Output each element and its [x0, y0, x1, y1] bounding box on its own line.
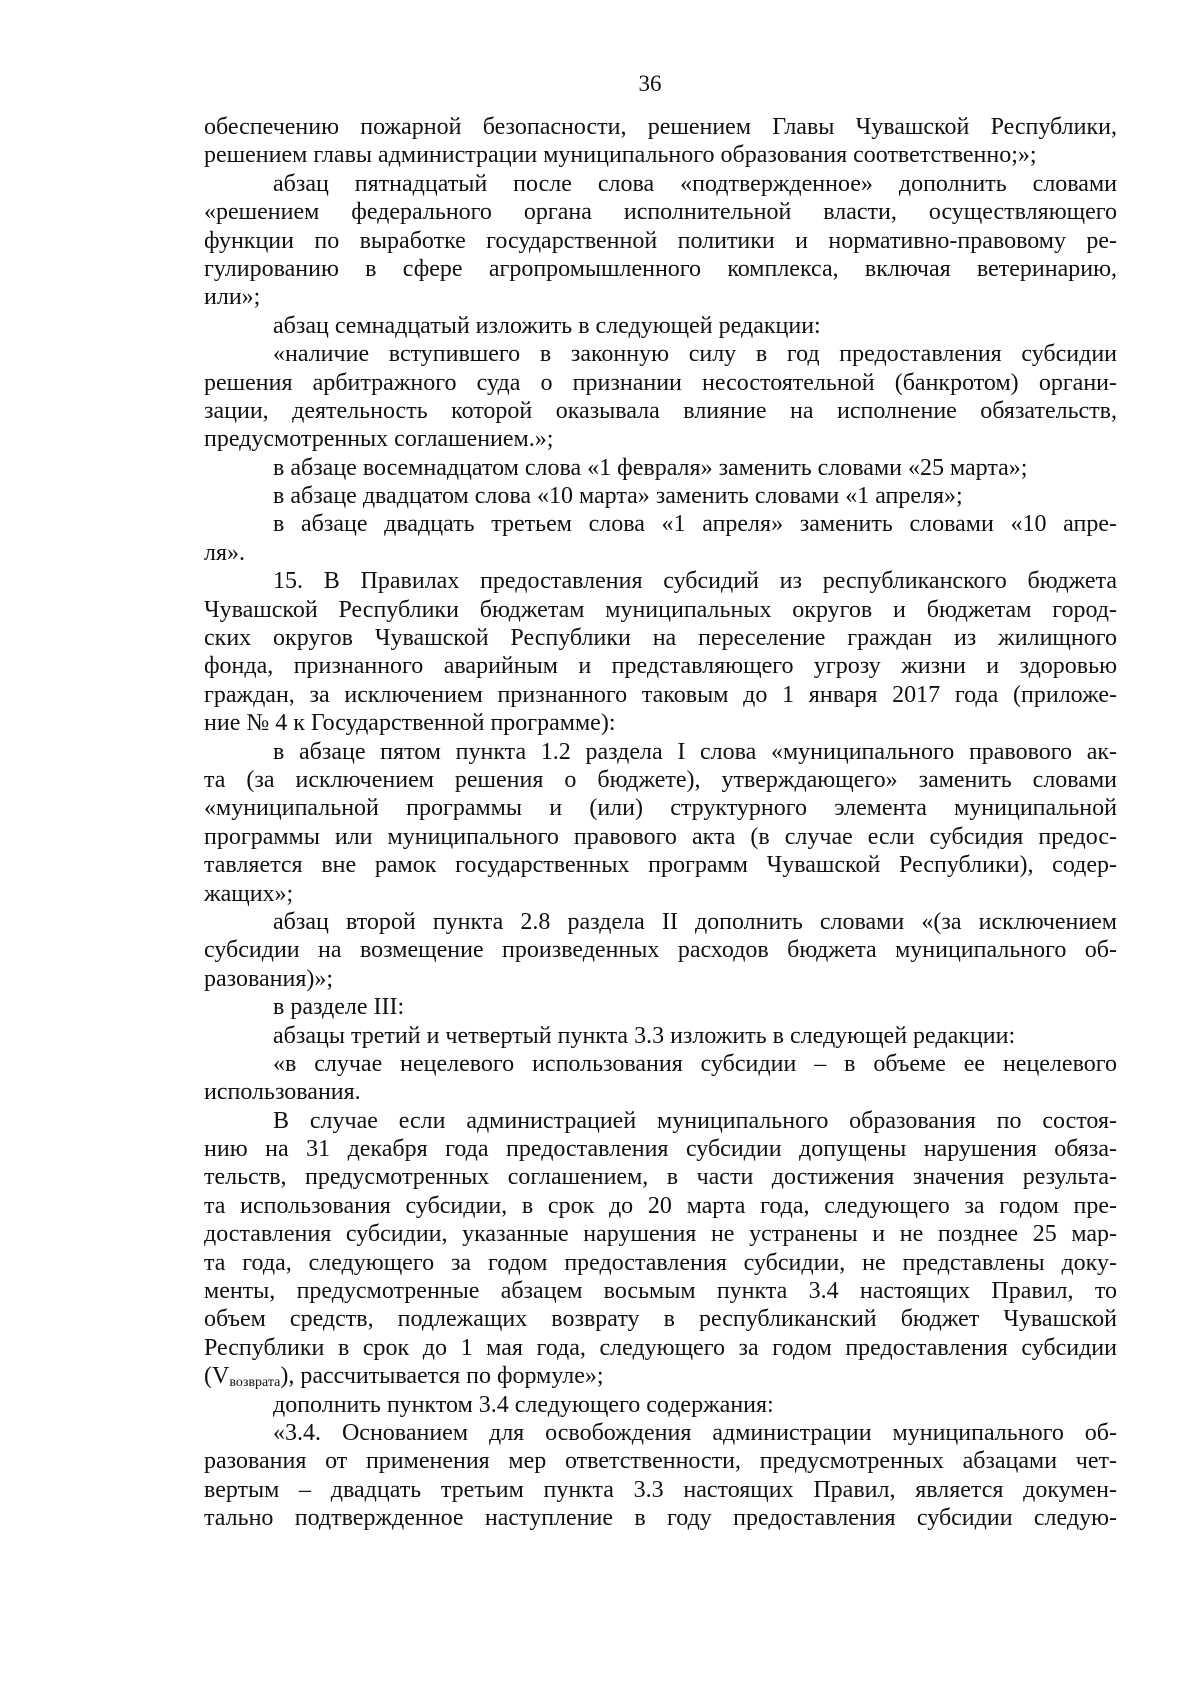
- text-line: ля».: [204, 539, 246, 566]
- text-line: абзац пятнадцатый после слова «подтвержденное» дополнить словами: [273, 170, 1117, 197]
- text-line: решением главы администрации муниципального образования соответственно;»;: [204, 142, 1037, 169]
- text-line: объем средств, подлежащих возврату в республиканский бюджет Чувашской: [204, 1306, 1117, 1333]
- text-line: тавляется вне рамок государственных программ Чувашской Республики), содер-: [204, 852, 1117, 879]
- text-line: использования.: [204, 1079, 361, 1106]
- text-line: та года, следующего за годом предоставления субсидии, не представлены доку-: [204, 1249, 1117, 1276]
- text-line-start: (V: [204, 1363, 230, 1390]
- page-number: 36: [638, 71, 662, 96]
- text-line: В случае если администрацией муниципального образования по состоя-: [273, 1107, 1117, 1134]
- text-line: фонда, признанного аварийным и представляющего угрозу жизни и здоровью: [204, 653, 1117, 680]
- text-line: программы или муниципального правового акта (в случае если субсидия предос-: [204, 823, 1117, 850]
- text-line: в абзаце пятом пункта 1.2 раздела I слова «муниципального правового ак-: [273, 738, 1117, 765]
- text-line: «наличие вступившего в законную силу в год предоставления субсидии: [273, 341, 1117, 368]
- text-line: 15. В Правилах предоставления субсидий из республиканского бюджета: [273, 568, 1117, 595]
- text-line: функции по выработке государственной политики и нормативно-правовому ре-: [204, 227, 1117, 254]
- text-line: гулированию в сфере агропромышленного комплекса, включая ветеринарию,: [204, 255, 1117, 282]
- text-line: нию на 31 декабря года предоставления субсидии допущены нарушения обяза-: [204, 1136, 1117, 1163]
- text-line: вертым – двадцать третьим пункта 3.3 настоящих Правил, является докумен-: [204, 1476, 1117, 1503]
- text-line: предусмотренных соглашением.»;: [204, 426, 554, 453]
- text-line: в абзаце восемнадцатом слова «1 февраля» заменить словами «25 марта»;: [273, 454, 1028, 481]
- text-line: та использования субсидии, в срок до 20 марта года, следующего за годом пре-: [204, 1192, 1117, 1219]
- text-line: разования)»;: [204, 965, 334, 992]
- text-line: [204, 1362, 1117, 1390]
- text-line: в абзаце двадцать третьем слова «1 апреля» заменить словами «10 апре-: [273, 511, 1117, 538]
- text-line: тально подтвержденное наступление в году предоставления субсидии следую-: [204, 1505, 1117, 1532]
- text-line: субсидии на возмещение произведенных расходов бюджета муниципального об-: [204, 937, 1117, 964]
- text-line: решения арбитражного суда о признании несостоятельной (банкротом) органи-: [204, 369, 1117, 396]
- text-line: граждан, за исключением признанного таковым до 1 января 2017 года (приложе-: [204, 681, 1117, 708]
- text-line: в абзаце двадцатом слова «10 марта» заменить словами «1 апреля»;: [273, 483, 963, 510]
- text-line: или»;: [204, 284, 261, 311]
- text-line: дополнить пунктом 3.4 следующего содержания:: [273, 1391, 774, 1418]
- text-line: Чувашской Республики бюджетам муниципальных округов и бюджетам город-: [204, 596, 1117, 623]
- text-line: «решением федерального органа исполнительной власти, осуществляющего: [204, 199, 1117, 226]
- text-line: Республики в срок до 1 мая года, следующего за годом предоставления субсидии: [204, 1334, 1117, 1361]
- text-line: «3.4. Основанием для освобождения администрации муниципального об-: [273, 1419, 1117, 1446]
- text-line: ских округов Чувашской Республики на переселение граждан из жилищного: [204, 625, 1117, 652]
- text-line: «муниципальной программы и (или) структурного элемента муниципальной: [204, 795, 1117, 822]
- text-line: абзац второй пункта 2.8 раздела II дополнить словами «(за исключением: [273, 908, 1117, 935]
- text-line: зации, деятельность которой оказывала влияние на исполнение обязательств,: [204, 397, 1117, 424]
- text-line: та (за исключением решения о бюджете), утверждающего» заменить словами: [204, 766, 1117, 793]
- text-line: абзацы третий и четвертый пункта 3.3 изложить в следующей редакции:: [273, 1022, 1016, 1049]
- document-body: [204, 113, 1117, 1533]
- subscript: возврата: [229, 1375, 281, 1391]
- text-line: ние № 4 к Государственной программе):: [204, 710, 616, 737]
- text-line: доставления субсидии, указанные нарушения не устранены и не позднее 25 мар-: [204, 1221, 1117, 1248]
- text-line: в разделе III:: [273, 994, 405, 1021]
- text-line: абзац семнадцатый изложить в следующей редакции:: [273, 312, 821, 339]
- text-line: разования от применения мер ответственности, предусмотренных абзацами чет-: [204, 1448, 1117, 1475]
- text-line: жащих»;: [204, 880, 294, 907]
- text-line: менты, предусмотренные абзацем восьмым пункта 3.4 настоящих Правил, то: [204, 1278, 1117, 1305]
- text-line: обеспечению пожарной безопасности, решением Главы Чувашской Республики,: [204, 114, 1117, 140]
- text-line: тельств, предусмотренных соглашением, в части достижения значения результа-: [204, 1164, 1117, 1191]
- text-line-end: ), рассчитывается по формуле»;: [280, 1363, 604, 1390]
- text-line: «в случае нецелевого использования субсидии – в объеме ее нецелевого: [273, 1050, 1117, 1077]
